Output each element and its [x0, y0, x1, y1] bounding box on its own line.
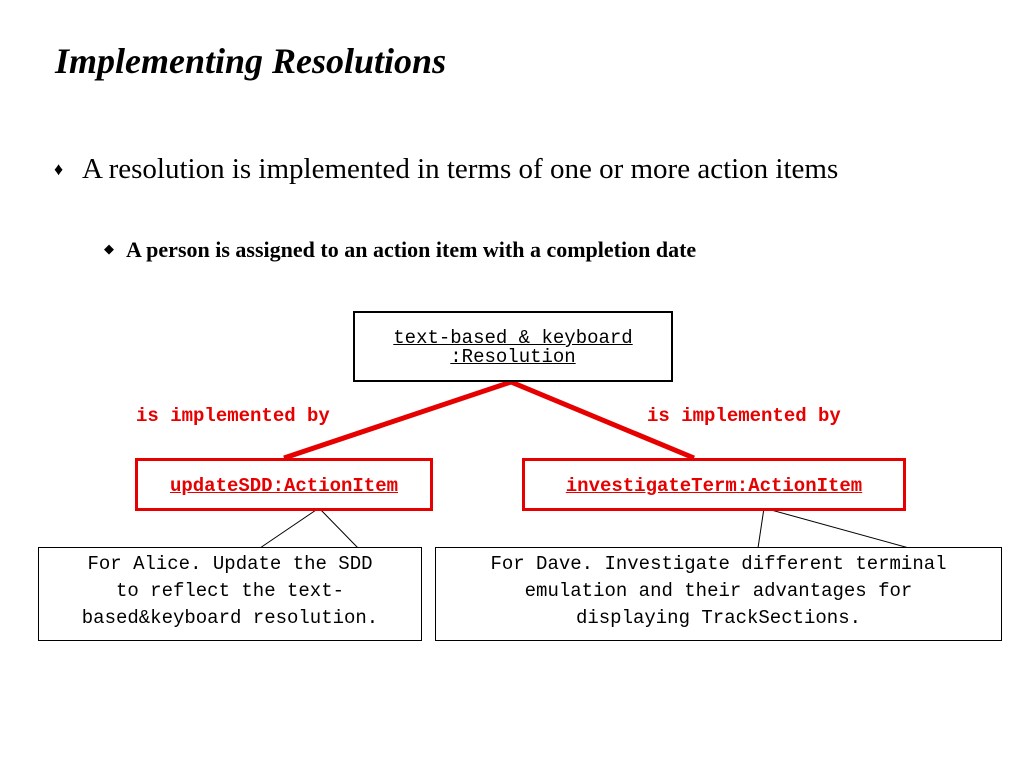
note-line: For Dave. Investigate different terminal — [490, 553, 947, 575]
bullet-text: A resolution is implemented in terms of one or more action items — [82, 153, 839, 185]
note-line: based&keyboard resolution. — [81, 607, 379, 629]
note-anchor-line — [319, 508, 358, 548]
note-line: displaying TrackSections. — [575, 607, 862, 629]
slide-title: Implementing Resolutions — [55, 41, 447, 81]
action-item-update-sdd: updateSDD:ActionItem — [135, 458, 433, 511]
diamond-bullet-icon: ◆ — [104, 241, 114, 256]
note-line: to reflect the text- — [115, 580, 345, 602]
relation-label: is implemented by — [136, 405, 330, 427]
note-line: emulation and their advantages for — [524, 580, 913, 602]
resolution-object — [353, 311, 673, 382]
note-dave — [435, 547, 1002, 641]
note-line: For Alice. Update the SDD — [87, 553, 373, 575]
action-item-investigate-term: investigateTerm:ActionItem — [522, 458, 906, 511]
relation-label: is implemented by — [647, 405, 841, 427]
note-anchor-line — [758, 508, 764, 548]
note-alice — [38, 547, 422, 641]
diamond-bullet-icon: ♦ — [54, 159, 64, 179]
note-anchor-line — [260, 508, 319, 548]
sub-bullet-text: A person is assigned to an action item with a completion date — [126, 237, 697, 262]
resolution-class: :Resolution — [450, 346, 576, 368]
resolution-name: text-based & keyboard — [393, 327, 633, 349]
note-anchor-line — [764, 508, 909, 548]
